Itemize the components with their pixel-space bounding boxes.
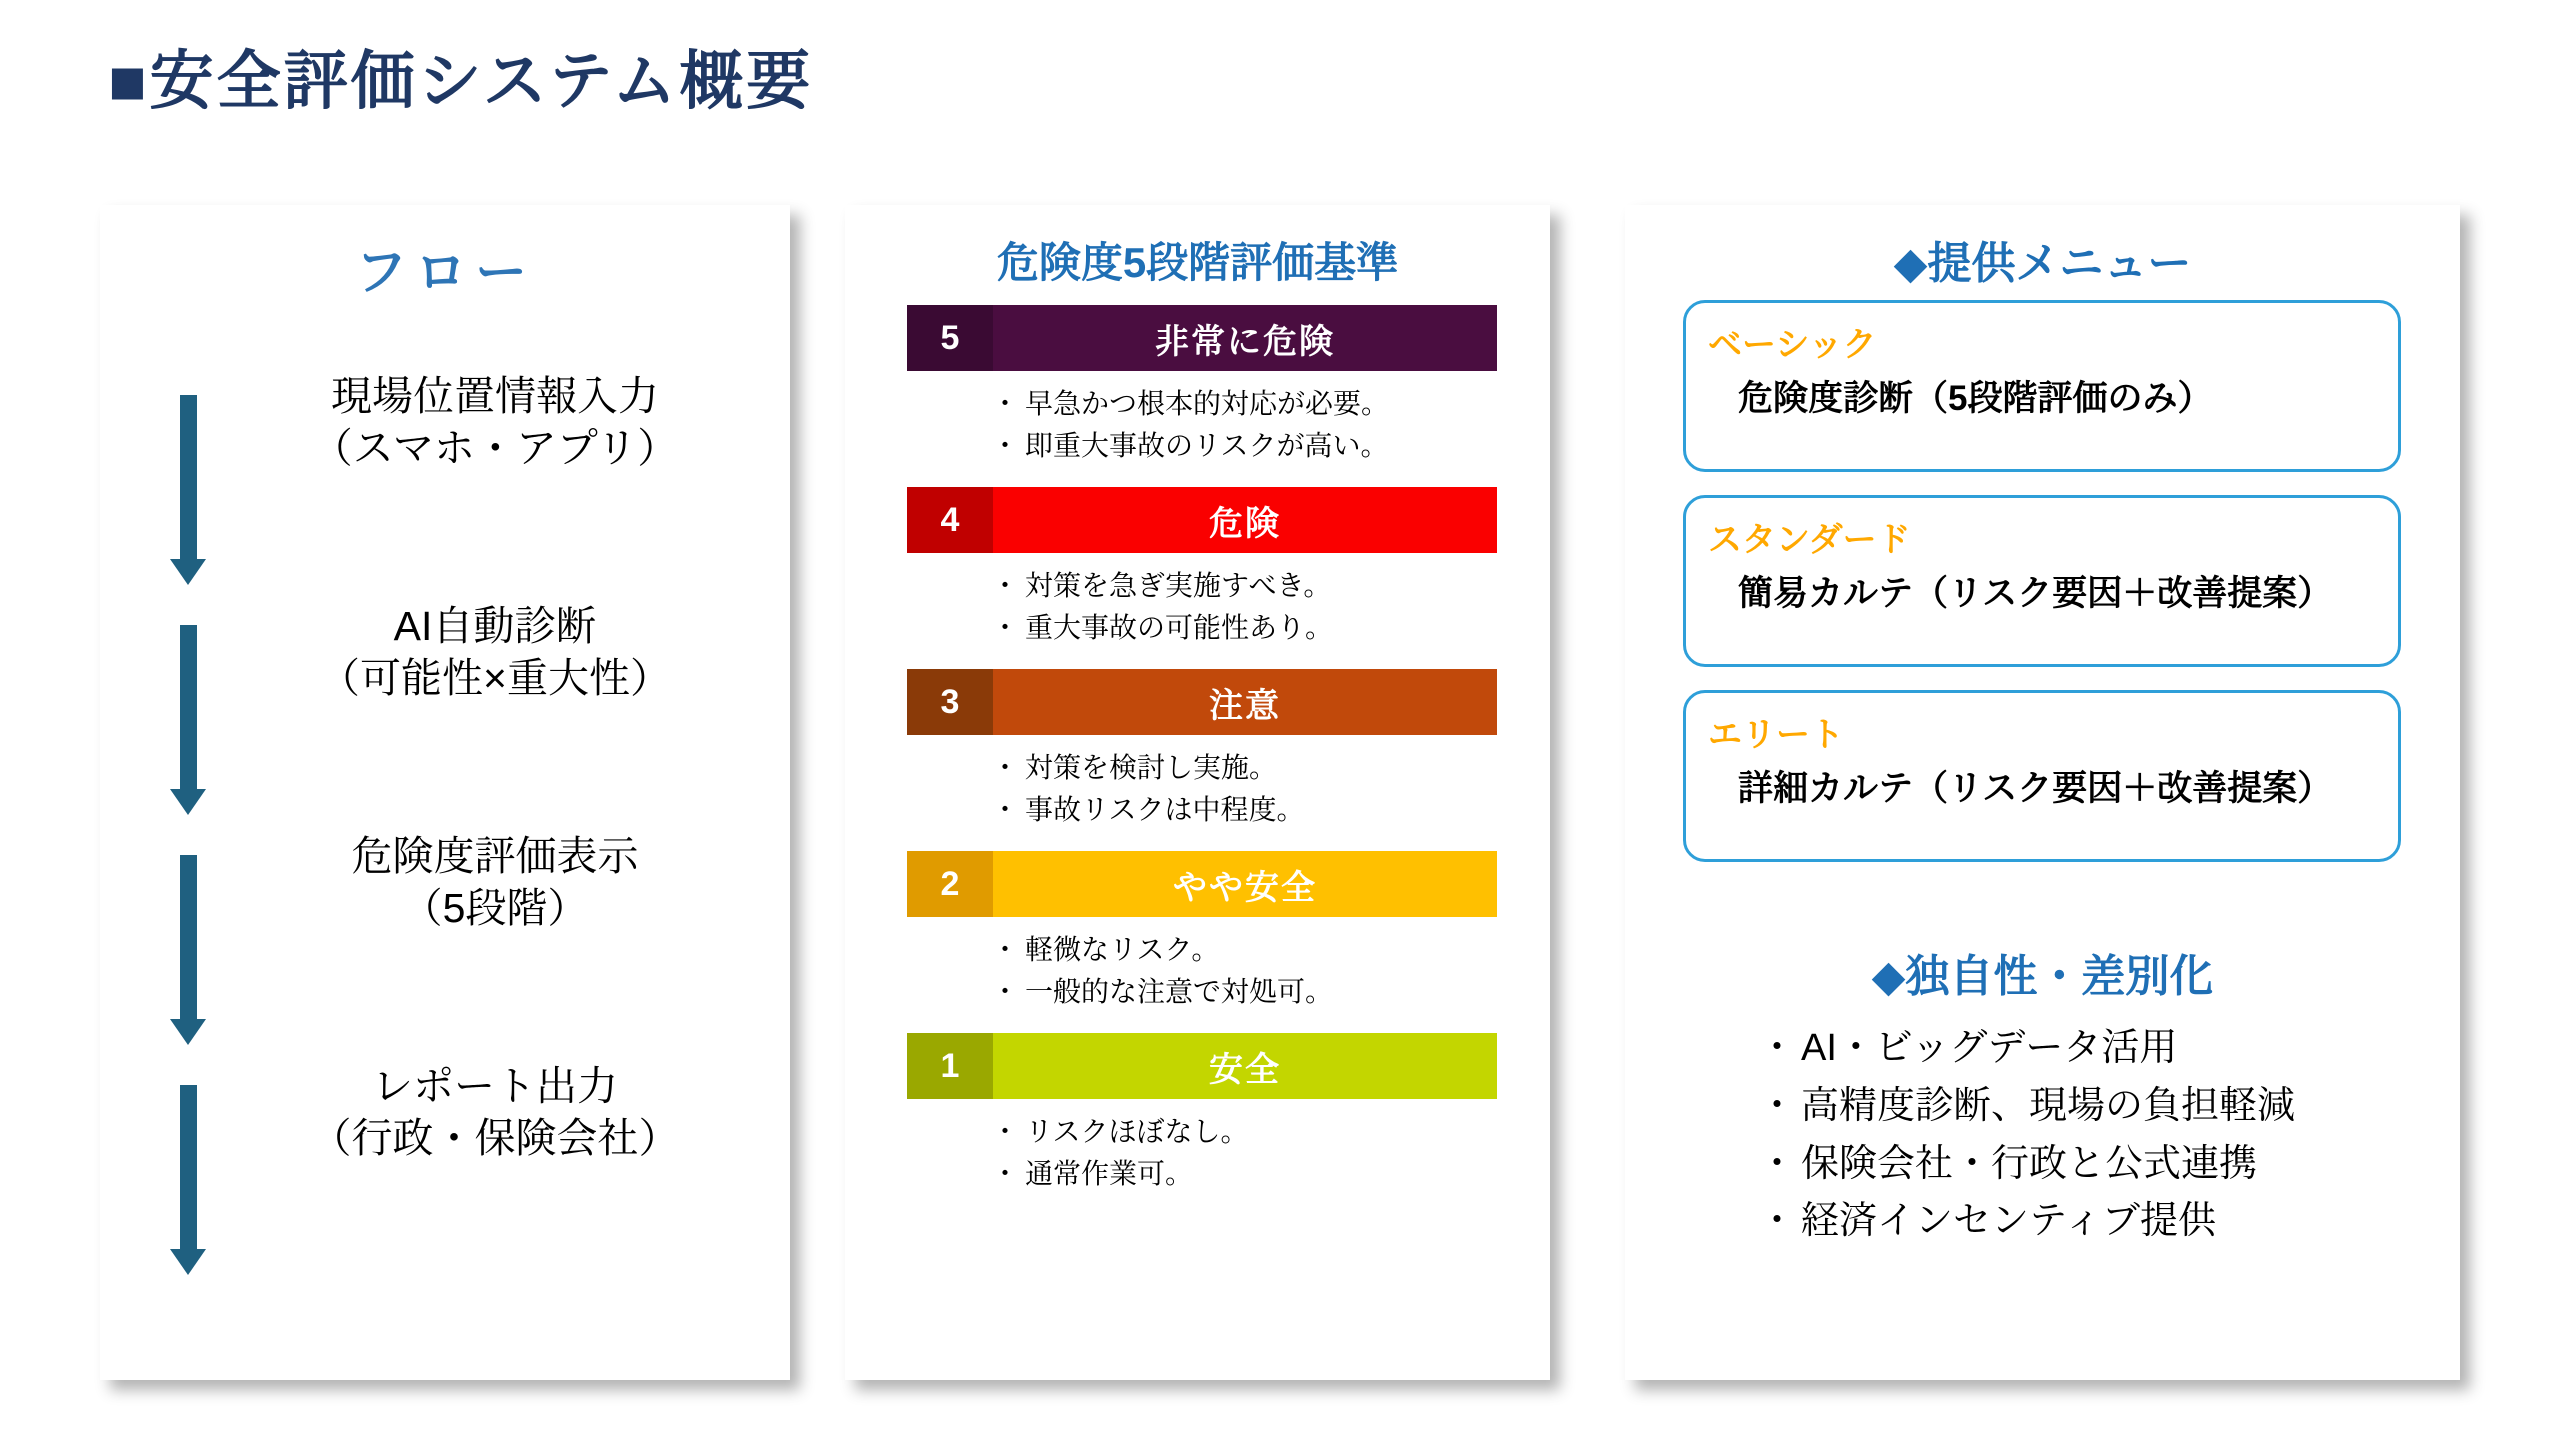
bullet-icon: ・ xyxy=(990,570,1019,601)
uniqueness-item-text: AI・ビッグデータ活用 xyxy=(1801,1027,2178,1069)
criteria-level-5 xyxy=(907,305,1497,467)
criteria-level-bar xyxy=(907,305,1497,371)
uniqueness-heading: ◆独自性・差別化 xyxy=(1871,952,2214,1001)
bullet-icon: ・ xyxy=(1757,1142,1796,1185)
menu-card-title: スタンダード xyxy=(1708,521,1911,559)
flow-arrow-icon xyxy=(175,855,201,1045)
bullet-icon: ・ xyxy=(990,388,1019,419)
criteria-heading: 危険度5段階評価基準 xyxy=(996,239,1399,286)
criteria-note-item xyxy=(985,383,1497,425)
criteria-note-text: 事故リスクは中程度。 xyxy=(1025,794,1305,825)
flow-arrow-icon xyxy=(175,625,201,815)
criteria-note-item xyxy=(985,929,1497,971)
criteria-level-bar xyxy=(907,669,1497,735)
criteria-level-label: 危険 xyxy=(993,487,1497,553)
criteria-level-notes xyxy=(907,383,1497,467)
menu-card-description: 簡易カルテ（リスク要因＋改善提案） xyxy=(1738,574,2333,613)
bullet-icon: ・ xyxy=(1757,1200,1796,1243)
uniqueness-list xyxy=(1753,1020,2433,1251)
criteria-level-number: 4 xyxy=(907,487,993,553)
bullet-icon: ・ xyxy=(1757,1027,1796,1069)
criteria-level-number: 1 xyxy=(907,1033,993,1099)
criteria-note-text: 対策を急ぎ実施すべき。 xyxy=(1025,570,1332,601)
criteria-note-text: 対策を検討し実施。 xyxy=(1025,752,1278,783)
uniqueness-item-text: 経済インセンティブ提供 xyxy=(1801,1200,2216,1243)
criteria-level-notes xyxy=(907,929,1497,1013)
criteria-level-bar xyxy=(907,487,1497,553)
criteria-level-notes xyxy=(907,565,1497,649)
flow-step: AI自動診断 （可能性×重大性） xyxy=(319,603,671,702)
criteria-note-item xyxy=(985,1111,1497,1153)
criteria-level-label: やや安全 xyxy=(993,851,1497,917)
criteria-level-bar xyxy=(907,851,1497,917)
criteria-note-text: リスクほぼなし。 xyxy=(1025,1116,1249,1147)
uniqueness-item xyxy=(1753,1193,2433,1251)
criteria-level-label: 安全 xyxy=(993,1033,1497,1099)
criteria-level-number: 2 xyxy=(907,851,993,917)
bullet-icon: ・ xyxy=(990,612,1019,643)
criteria-level-label: 注意 xyxy=(993,669,1497,735)
flow-arrow-icon xyxy=(175,395,201,585)
flow-arrow-icon xyxy=(175,1085,201,1275)
criteria-level-3 xyxy=(907,669,1497,831)
criteria-note-item xyxy=(985,607,1497,649)
uniqueness-item xyxy=(1753,1136,2433,1194)
criteria-level-notes xyxy=(907,747,1497,831)
criteria-note-text: 通常作業可。 xyxy=(1025,1158,1194,1189)
menu-card-title: エリート xyxy=(1708,716,1844,754)
menu-heading: ◆提供メニュー xyxy=(1893,239,2192,288)
menu-panel xyxy=(1625,205,2460,1380)
bullet-icon: ・ xyxy=(990,934,1019,965)
criteria-level-bar xyxy=(907,1033,1497,1099)
uniqueness-item xyxy=(1753,1078,2433,1136)
bullet-icon: ・ xyxy=(990,976,1019,1007)
bullet-icon: ・ xyxy=(990,794,1019,825)
uniqueness-item-text: 保険会社・行政と公式連携 xyxy=(1801,1142,2258,1185)
flow-step: 現場位置情報入力 （スマホ・アプリ） xyxy=(311,373,679,472)
criteria-note-item xyxy=(985,565,1497,607)
title-marker-icon: ■ xyxy=(108,45,150,117)
criteria-note-text: 即重大事故のリスクが高い。 xyxy=(1025,430,1389,461)
criteria-level-1 xyxy=(907,1033,1497,1195)
criteria-level-label: 非常に危険 xyxy=(993,305,1497,371)
flow-panel xyxy=(100,205,790,1380)
menu-card-standard[interactable] xyxy=(1683,495,2401,667)
flow-heading: フロー xyxy=(354,244,535,302)
flow-step: レポート出力 （行政・保険会社） xyxy=(310,1063,680,1162)
criteria-panel xyxy=(845,205,1550,1380)
flow-step: 危険度評価表示 （5段階） xyxy=(351,833,639,932)
criteria-level-number: 5 xyxy=(907,305,993,371)
bullet-icon: ・ xyxy=(1757,1084,1796,1127)
criteria-note-item xyxy=(985,747,1497,789)
page-title xyxy=(108,30,813,122)
criteria-level-number: 3 xyxy=(907,669,993,735)
bullet-icon: ・ xyxy=(990,1158,1019,1189)
criteria-note-text: 重大事故の可能性あり。 xyxy=(1025,612,1334,643)
criteria-note-text: 軽微なリスク。 xyxy=(1025,934,1220,965)
criteria-note-item xyxy=(985,971,1497,1013)
bullet-icon: ・ xyxy=(990,1116,1019,1147)
criteria-level-notes xyxy=(907,1111,1497,1195)
criteria-note-item xyxy=(985,425,1497,467)
menu-card-description: 詳細カルテ（リスク要因＋改善提案） xyxy=(1738,769,2333,808)
criteria-level-2 xyxy=(907,851,1497,1013)
uniqueness-item xyxy=(1753,1020,2433,1078)
criteria-note-item xyxy=(985,789,1497,831)
menu-card-elite[interactable] xyxy=(1683,690,2401,862)
criteria-note-text: 早急かつ根本的対応が必要。 xyxy=(1025,388,1390,419)
bullet-icon: ・ xyxy=(990,430,1019,461)
criteria-level-4 xyxy=(907,487,1497,649)
menu-card-title: ベーシック xyxy=(1708,326,1877,364)
criteria-note-text: 一般的な注意で対処可。 xyxy=(1025,976,1334,1007)
bullet-icon: ・ xyxy=(990,752,1019,783)
menu-card-description: 危険度診断（5段階評価のみ） xyxy=(1738,379,2213,418)
title-text: 安全評価システム概要 xyxy=(149,45,814,117)
menu-card-basic[interactable] xyxy=(1683,300,2401,472)
uniqueness-item-text: 高精度診断、現場の負担軽減 xyxy=(1801,1084,2296,1127)
criteria-note-item xyxy=(985,1153,1497,1195)
